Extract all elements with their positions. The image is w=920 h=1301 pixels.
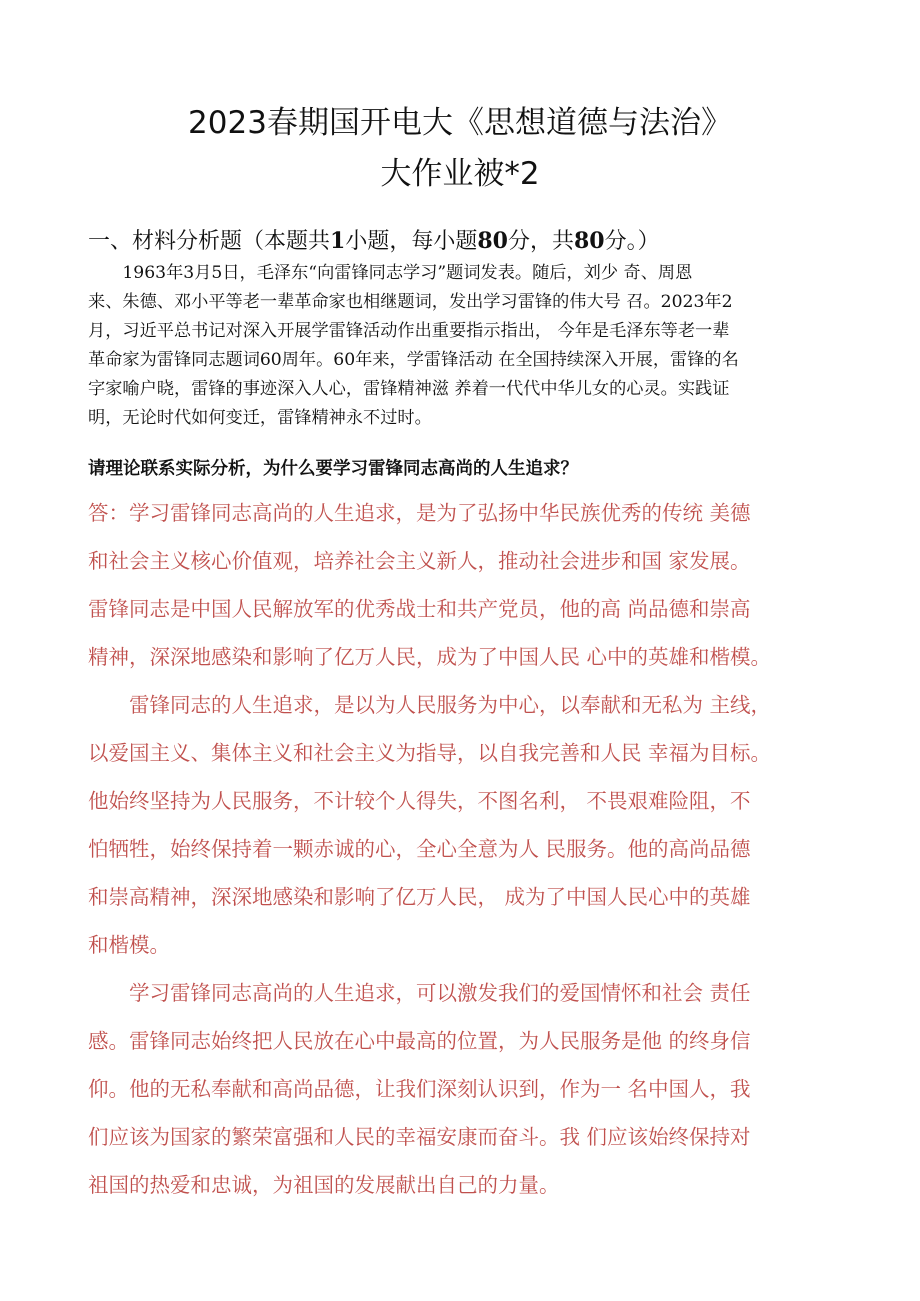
document-subtitle: 大作业被*2 xyxy=(380,156,540,192)
answer-line: 和社会主义核心价值观，培养社会主义新人，推动社会进步和国 家发展。 xyxy=(88,549,751,573)
material-line: 明，无论时代如何变迁，雷锋精神永不过时。 xyxy=(88,408,432,428)
answer-line: 答：学习雷锋同志高尚的人生追求，是为了弘扬中华民族优秀的传统 美德 xyxy=(88,501,751,525)
material-line: 字家喻户晓，雷锋的事迹深入人心，雷锋精神滋 养着一代代中华儿女的心灵。实践证 xyxy=(88,379,730,399)
answer-line: 和楷模。 xyxy=(88,933,170,957)
answer-line: 感。雷锋同志始终把人民放在心中最高的位置，为人民服务是他 的终身信 xyxy=(88,1029,751,1053)
answer-line: 们应该为国家的繁荣富强和人民的幸福安康而奋斗。我 们应该始终保持对 xyxy=(88,1125,751,1149)
material-line: 革命家为雷锋同志题词60周年。60年来，学雷锋活动 在全国持续深入开展，雷锋的名 xyxy=(88,350,739,370)
answer-line: 他始终坚持为人民服务，不计较个人得失，不图名利， 不畏艰难险阻，不 xyxy=(88,789,751,813)
material-line: 1963年3月5日，毛泽东“向雷锋同志学习”题词发表。随后，刘少 奇、周恩 xyxy=(88,263,693,283)
answer-line: 怕牺牲，始终保持着一颗赤诚的心，全心全意为人 民服务。他的高尚品德 xyxy=(88,837,751,861)
material-line: 月，习近平总书记对深入开展学雷锋活动作出重要指示指出， 今年是毛泽东等老一辈 xyxy=(88,321,730,341)
section-heading-prefix: 一、材料分析题（本题共 xyxy=(88,229,331,254)
document-title: 2023春期国开电大《思想道德与法治》 xyxy=(188,105,732,141)
answer-line: 雷锋同志是中国人民解放军的优秀战士和共产党员，他的高 尚品德和崇高 xyxy=(88,597,751,621)
question-count: 1 xyxy=(330,228,346,254)
answer-line: 祖国的热爱和忠诚，为祖国的发展献出自己的力量。 xyxy=(88,1173,560,1197)
score-each: 80 xyxy=(477,228,508,254)
answer-line: 雷锋同志的人生追求，是以为人民服务为中心，以奉献和无私为 主线， xyxy=(88,693,772,717)
answer-line: 学习雷锋同志高尚的人生追求，可以激发我们的爱国情怀和社会 责任 xyxy=(88,981,751,1005)
answer-line: 仰。他的无私奉献和高尚品德，让我们深刻认识到，作为一 名中国人，我 xyxy=(88,1077,751,1101)
answer-line: 和崇高精神，深深地感染和影响了亿万人民， 成为了中国人民心中的英雄 xyxy=(88,885,751,909)
answer-line: 以爱国主义、集体主义和社会主义为指导，以自我完善和人民 幸福为目标。 xyxy=(88,741,772,765)
section-heading-suffix: 分。） xyxy=(604,229,660,254)
section-heading-mid2: 分，共 xyxy=(507,229,574,254)
section-heading xyxy=(88,224,660,255)
section-heading-mid1: 小题，每小题 xyxy=(345,229,478,254)
question-prompt: 请理论联系实际分析，为什么要学习雷锋同志高尚的人生追求？ xyxy=(88,459,578,479)
answer-line: 精神，深深地感染和影响了亿万人民，成为了中国人民 心中的英雄和楷模。 xyxy=(88,645,772,669)
score-total: 80 xyxy=(573,228,605,254)
material-line: 来、朱德、邓小平等老一辈革命家也相继题词，发出学习雷锋的伟大号 召。2023年2 xyxy=(88,292,733,312)
